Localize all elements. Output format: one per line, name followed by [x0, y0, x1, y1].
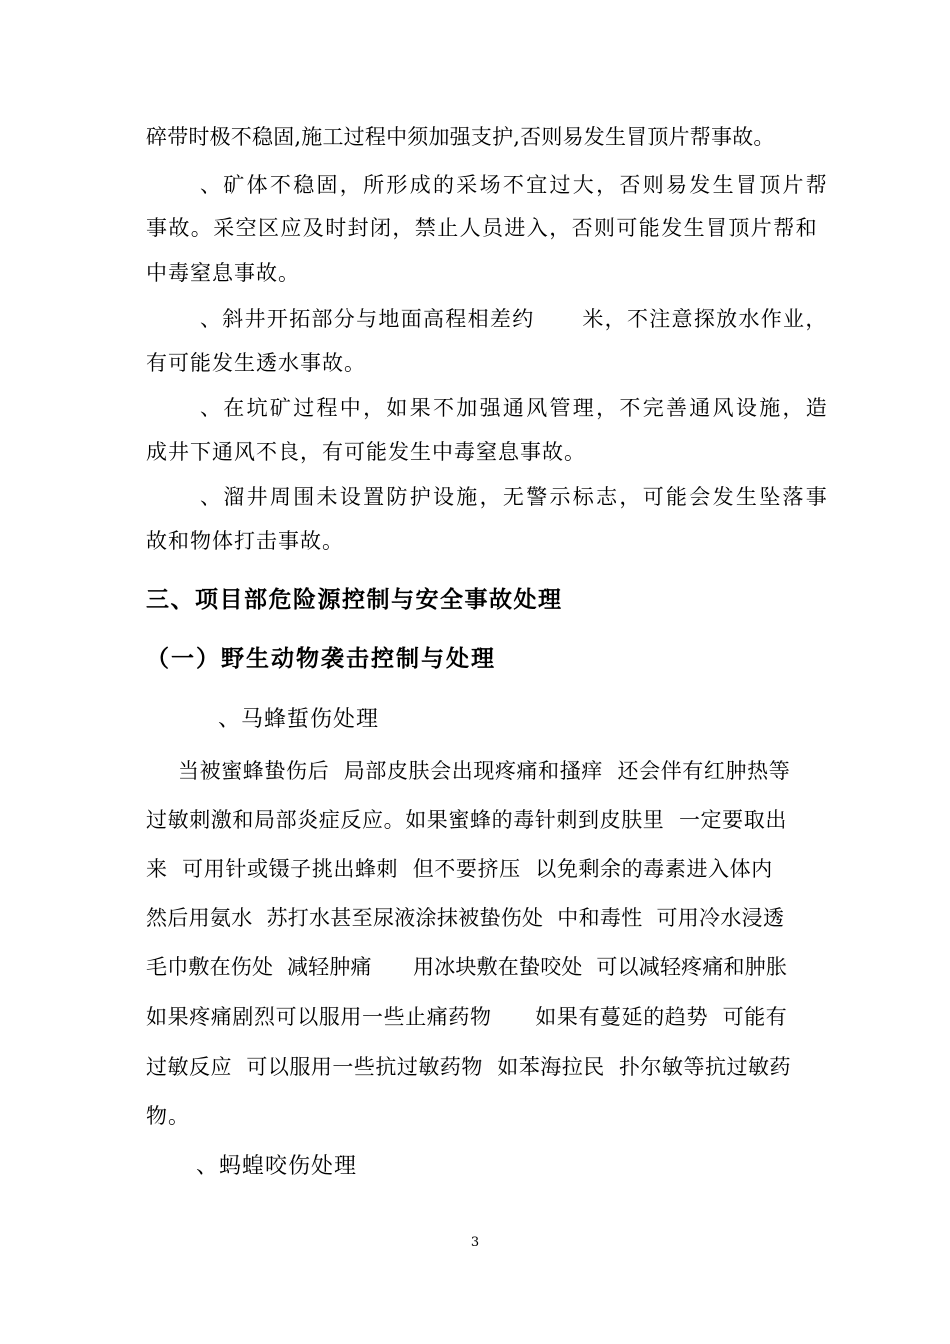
paragraph-line: 过敏反应 可以服用一些抗过敏药物 如苯海拉民 扑尔敏等抗过敏药 — [146, 1055, 792, 1079]
page-number: 3 — [470, 1235, 480, 1250]
paragraph-line: 、溜井周围未设置防护设施，无警示标志，可能会发生坠落事 — [200, 485, 830, 509]
paragraph-line: 故和物体打击事故。 — [146, 529, 344, 553]
paragraph-line: 来 可用针或镊子挑出蜂刺 但不要挤压 以免剩余的毒素进入体内 — [146, 857, 773, 881]
paragraph-line: 如果疼痛剧烈可以服用一些止痛药物 如果有蔓延的趋势 可能有 — [146, 1005, 788, 1029]
item-title-leech: 、蚂蝗咬伤处理 — [196, 1154, 358, 1179]
paragraph-line: 、矿体不稳固，所形成的采场不宜过大，否则易发生冒顶片帮 — [200, 173, 830, 197]
paragraph-line: 碎带时极不稳固,施工过程中须加强支护,否则易发生冒顶片帮事故。 — [146, 125, 775, 149]
paragraph-line: 物。 — [146, 1104, 190, 1128]
item-title-bee: 、马蜂蜇伤处理 — [218, 707, 380, 732]
paragraph-line: 成井下通风不良，有可能发生中毒窒息事故。 — [146, 440, 586, 464]
paragraph-line: 事故。采空区应及时封闭，禁止人员进入，否则可能发生冒顶片帮和 — [146, 216, 818, 240]
paragraph-line: 然后用氨水 苏打水甚至尿液涂抹被蛰伤处 中和毒性 可用冷水浸透 — [146, 906, 785, 930]
paragraph-line: 、斜井开拓部分与地面高程相差约 米，不注意探放水作业， — [200, 307, 828, 331]
subsection-heading: （一）野生动物袭击控制与处理 — [146, 646, 496, 672]
paragraph-line: 过敏刺激和局部炎症反应。如果蜜蜂的毒针刺到皮肤里 一定要取出 — [146, 808, 787, 832]
paragraph-line: 、在坑矿过程中，如果不加强通风管理，不完善通风设施，造 — [200, 396, 830, 420]
paragraph-line: 当被蜜蜂蛰伤后 局部皮肤会出现疼痛和搔痒 还会伴有红肿热等 — [178, 759, 791, 783]
paragraph-line: 毛巾敷在伤处 减轻肿痛 用冰块敷在蛰咬处 可以减轻疼痛和肿胀 — [146, 955, 788, 979]
paragraph-line: 中毒窒息事故。 — [146, 261, 300, 285]
paragraph-line: 有可能发生透水事故。 — [146, 351, 366, 375]
section-heading: 三、项目部危险源控制与安全事故处理 — [146, 587, 563, 613]
